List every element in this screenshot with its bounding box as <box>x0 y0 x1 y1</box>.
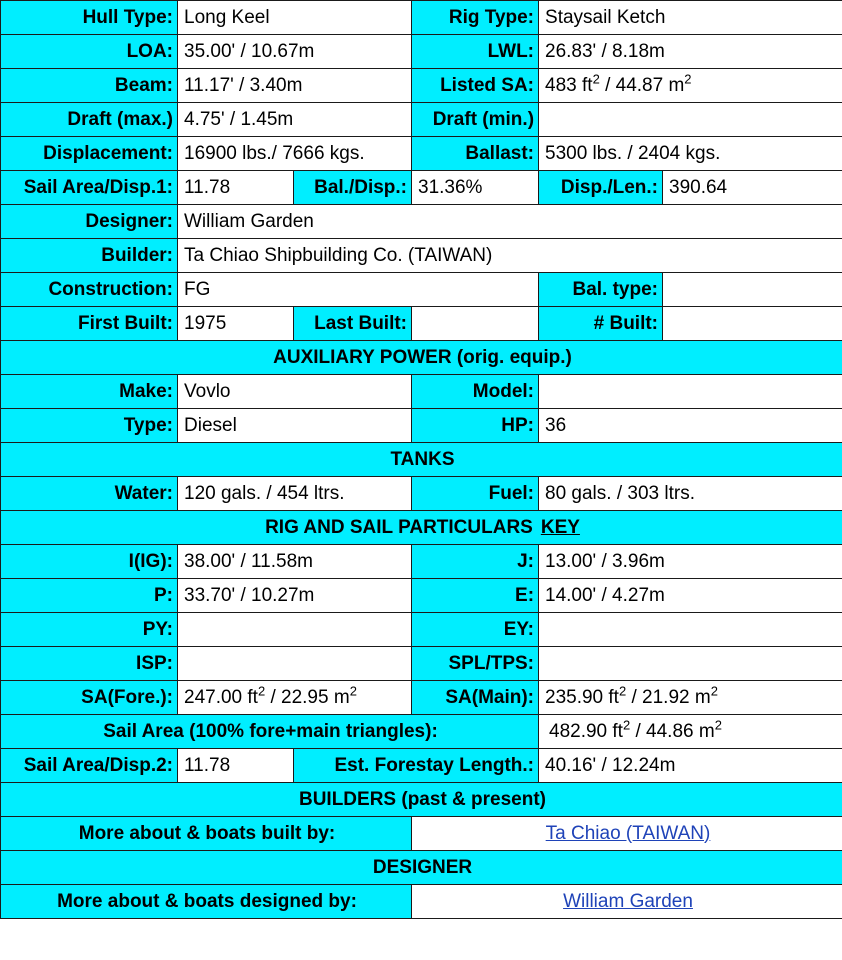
ballast-value: 5300 lbs. / 2404 kgs. <box>539 137 842 171</box>
row-loa-lwl <box>1 35 842 69</box>
lwl-value: 26.83' / 8.18m <box>539 35 842 69</box>
displacement-label: Displacement: <box>1 137 178 171</box>
row-designer-more <box>1 885 842 919</box>
row-i-j <box>1 545 842 579</box>
sa-disp1-label: Sail Area/Disp.1: <box>1 171 178 205</box>
make-value: Vovlo <box>178 375 412 409</box>
sa-disp1-value: 11.78 <box>178 171 294 205</box>
aux-power-header: AUXILIARY POWER (orig. equip.) <box>1 341 842 375</box>
row-builders-more <box>1 817 842 851</box>
first-built-value: 1975 <box>178 307 294 341</box>
loa-value: 35.00' / 10.67m <box>178 35 412 69</box>
rig-type-value: Staysail Ketch <box>539 1 842 35</box>
bal-disp-value: 31.36% <box>412 171 539 205</box>
e-value: 14.00' / 4.27m <box>539 579 842 613</box>
disp-len-label: Disp./Len.: <box>539 171 663 205</box>
isp-label: ISP: <box>1 647 178 681</box>
row-isp-spl <box>1 647 842 681</box>
row-py-ey <box>1 613 842 647</box>
row-construction <box>1 273 842 307</box>
draft-max-label: Draft (max.) <box>1 103 178 137</box>
designer-link[interactable]: William Garden <box>563 890 693 912</box>
designer-header: DESIGNER <box>1 851 842 885</box>
sa-disp2-label: Sail Area/Disp.2: <box>1 749 178 783</box>
hp-value: 36 <box>539 409 842 443</box>
py-value <box>178 613 412 647</box>
make-label: Make: <box>1 375 178 409</box>
num-built-label: # Built: <box>539 307 663 341</box>
designer-value: William Garden <box>178 205 842 239</box>
spl-tps-value <box>539 647 842 681</box>
row-ratios <box>1 171 842 205</box>
tanks-header: TANKS <box>1 443 842 477</box>
builder-link[interactable]: Ta Chiao (TAIWAN) <box>545 822 711 844</box>
forestay-value: 40.16' / 12.24m <box>539 749 842 783</box>
row-sa2-forestay <box>1 749 842 783</box>
hull-type-label: Hull Type: <box>1 1 178 35</box>
row-designer-header <box>1 851 842 885</box>
row-hull-rig <box>1 1 842 35</box>
rig-sail-header-text: RIG AND SAIL PARTICULARS <box>265 516 533 538</box>
engine-type-label: Type: <box>1 409 178 443</box>
j-label: J: <box>412 545 539 579</box>
forestay-label: Est. Forestay Length.: <box>294 749 539 783</box>
first-built-label: First Built: <box>1 307 178 341</box>
row-beam-sa <box>1 69 842 103</box>
sa-main-label: SA(Main): <box>412 681 539 715</box>
builders-more-cell <box>412 817 842 851</box>
ballast-label: Ballast: <box>412 137 539 171</box>
sa-fore-value: 247.00 $ft^2 / 22.95$ $m^2$ <box>178 681 412 715</box>
designer-more-label: More about & boats designed by: <box>1 885 412 919</box>
isp-value <box>178 647 412 681</box>
row-disp-ballast <box>1 137 842 171</box>
row-designer <box>1 205 842 239</box>
construction-value: FG <box>178 273 539 307</box>
i-ig-value: 38.00' / 11.58m <box>178 545 412 579</box>
rig-sail-header <box>1 511 842 545</box>
spl-tps-label: SPL/TPS: <box>412 647 539 681</box>
draft-min-label: Draft (min.) <box>412 103 539 137</box>
bal-disp-label: Bal./Disp.: <box>294 171 412 205</box>
ey-value <box>539 613 842 647</box>
beam-value: 11.17' / 3.40m <box>178 69 412 103</box>
model-label: Model: <box>412 375 539 409</box>
row-built <box>1 307 842 341</box>
sa-total-value: 482.90 $ft^2 / 44.86$ $m^2$ <box>539 715 842 749</box>
loa-label: LOA: <box>1 35 178 69</box>
sa-main-value: 235.90 $ft^2 / 21.92$ $m^2$ <box>539 681 842 715</box>
bal-type-label: Bal. type: <box>539 273 663 307</box>
row-draft <box>1 103 842 137</box>
j-value: 13.00' / 3.96m <box>539 545 842 579</box>
sa-total-label: Sail Area (100% fore+main triangles): <box>1 715 539 749</box>
row-sa-total <box>1 715 842 749</box>
key-link[interactable]: KEY <box>540 516 580 538</box>
fuel-value: 80 gals. / 303 ltrs. <box>539 477 842 511</box>
num-built-value <box>663 307 842 341</box>
engine-type-value: Diesel <box>178 409 412 443</box>
beam-label: Beam: <box>1 69 178 103</box>
i-ig-label: I(IG): <box>1 545 178 579</box>
p-label: P: <box>1 579 178 613</box>
builders-header: BUILDERS (past & present) <box>1 783 842 817</box>
row-rig-header <box>1 511 842 545</box>
sa-fore-label: SA(Fore.): <box>1 681 178 715</box>
fuel-label: Fuel: <box>412 477 539 511</box>
builder-value: Ta Chiao Shipbuilding Co. (TAIWAN) <box>178 239 842 273</box>
last-built-label: Last Built: <box>294 307 412 341</box>
py-label: PY: <box>1 613 178 647</box>
row-aux-header <box>1 341 842 375</box>
row-type-hp <box>1 409 842 443</box>
model-value <box>539 375 842 409</box>
ey-label: EY: <box>412 613 539 647</box>
row-builders-header <box>1 783 842 817</box>
row-tanks-header <box>1 443 842 477</box>
p-value: 33.70' / 10.27m <box>178 579 412 613</box>
row-builder <box>1 239 842 273</box>
e-label: E: <box>412 579 539 613</box>
designer-label: Designer: <box>1 205 178 239</box>
water-label: Water: <box>1 477 178 511</box>
bal-type-value <box>663 273 842 307</box>
row-make-model <box>1 375 842 409</box>
last-built-value <box>412 307 539 341</box>
construction-label: Construction: <box>1 273 178 307</box>
row-water-fuel <box>1 477 842 511</box>
sa-disp2-value: 11.78 <box>178 749 294 783</box>
listed-sa-label: Listed SA: <box>412 69 539 103</box>
water-value: 120 gals. / 454 ltrs. <box>178 477 412 511</box>
lwl-label: LWL: <box>412 35 539 69</box>
disp-len-value: 390.64 <box>663 171 842 205</box>
builder-label: Builder: <box>1 239 178 273</box>
displacement-value: 16900 lbs./ 7666 kgs. <box>178 137 412 171</box>
hp-label: HP: <box>412 409 539 443</box>
designer-more-cell <box>412 885 842 919</box>
draft-min-value <box>539 103 842 137</box>
listed-sa-value: 483 $ft^2 / 44.87$ $m^2$ <box>539 69 842 103</box>
hull-type-value: Long Keel <box>178 1 412 35</box>
draft-max-value: 4.75' / 1.45m <box>178 103 412 137</box>
row-sa-fore-main <box>1 681 842 715</box>
builders-more-label: More about & boats built by: <box>1 817 412 851</box>
row-p-e <box>1 579 842 613</box>
rig-type-label: Rig Type: <box>412 1 539 35</box>
